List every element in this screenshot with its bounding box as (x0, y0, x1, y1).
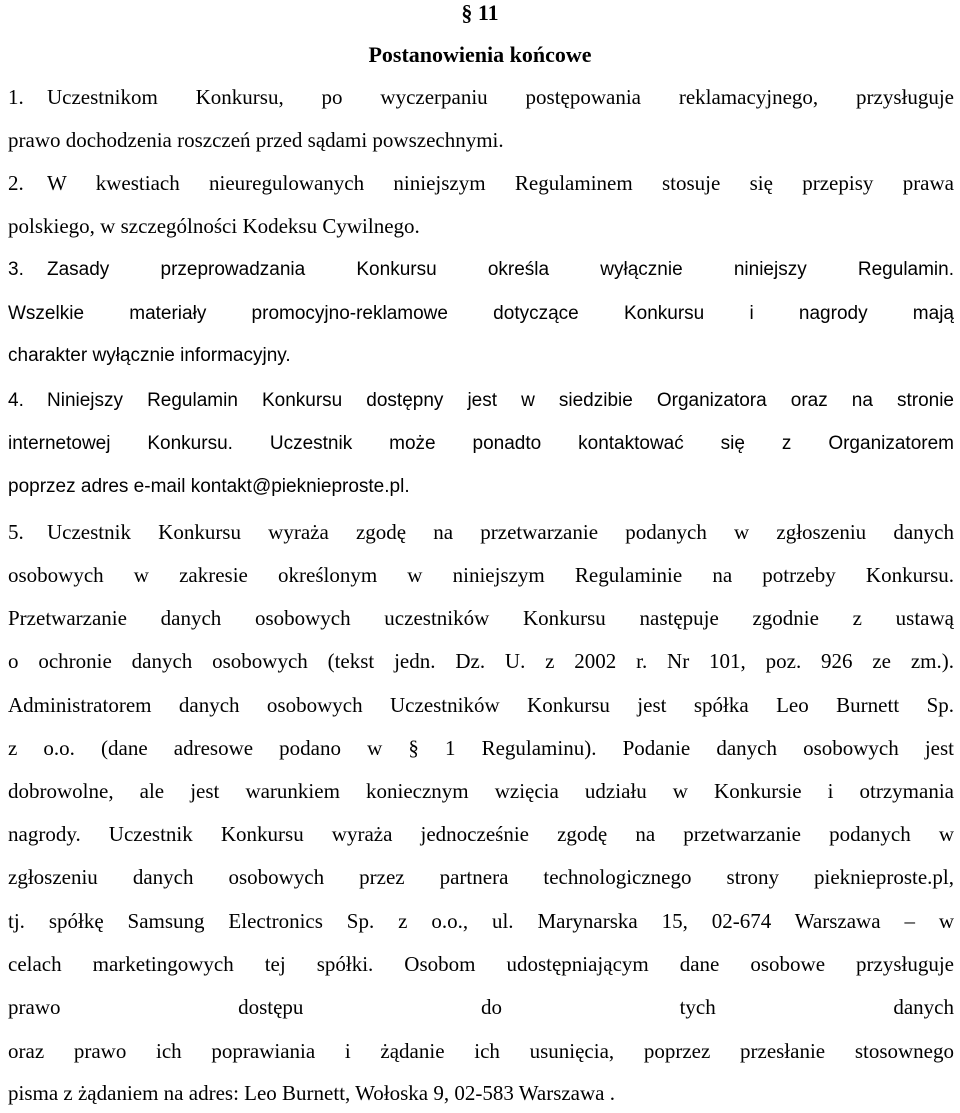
item-text-line: internetowej Konkursu. Uczestnik może ponadto kontaktować się z Organizatorem (8, 433, 954, 454)
item-number: 1. (8, 85, 24, 109)
item-text-line: z o.o. (dane adresowe podano w § 1 Regulaminu). Podanie danych osobowych jest (8, 736, 954, 760)
item-text-line: Uczestnik Konkursu wyraża zgodę na przetwarzanie podanych w zgłoszeniu danych (47, 520, 954, 544)
item-text-line: Administratorem danych osobowych Uczestników Konkursu jest spółka Leo Burnett Sp. (8, 693, 954, 717)
item-text-line: W kwestiach nieuregulowanych niniejszym Regulaminem stosuje się przepisy prawa (47, 171, 954, 195)
item-text-line: poprzez adres e-mail kontakt@pieknieproste.pl. (8, 476, 410, 497)
item-text-line: pisma z żądaniem na adres: Leo Burnett, Wołoska 9, 02-583 Warszawa . (8, 1081, 615, 1105)
item-text-line: polskiego, w szczególności Kodeksu Cywilnego. (8, 214, 420, 238)
item-text-line: Zasady przeprowadzania Konkursu określa wyłącznie niniejszy Regulamin. (47, 259, 954, 280)
item-text-line: dobrowolne, ale jest warunkiem koniecznym wzięcia udziału w Konkursie i otrzymania (8, 779, 954, 803)
item-text-line: Przetwarzanie danych osobowych uczestników Konkursu następuje zgodnie z ustawą (8, 606, 954, 630)
item-text-line: Uczestnikom Konkursu, po wyczerpaniu postępowania reklamacyjnego, przysługuje (47, 85, 954, 109)
section-title: Postanowienia końcowe (368, 42, 592, 67)
item-text-line: Niniejszy Regulamin Konkursu dostępny jest w siedzibie Organizatora oraz na stronie (47, 390, 954, 411)
item-number: 4. (8, 390, 24, 411)
item-number: 2. (8, 171, 24, 195)
section-number: § 11 (461, 0, 499, 25)
item-text-line: prawo dochodzenia roszczeń przed sądami powszechnymi. (8, 128, 504, 152)
item-text-line: prawo dostępu do tych danych (8, 995, 954, 1019)
item-text-line: zgłoszeniu danych osobowych przez partnera technologicznego strony pieknieproste.pl, (8, 865, 954, 889)
item-text-line: charakter wyłącznie informacyjny. (8, 345, 291, 366)
item-text-line: Wszelkie materiały promocyjno-reklamowe dotyczące Konkursu i nagrody mają (8, 303, 954, 324)
item-text-line: osobowych w zakresie określonym w niniejszym Regulaminie na potrzeby Konkursu. (8, 563, 954, 587)
item-text-line: nagrody. Uczestnik Konkursu wyraża jednocześnie zgodę na przetwarzanie podanych w (8, 822, 954, 846)
item-text-line: celach marketingowych tej spółki. Osobom udostępniającym dane osobowe przysługuje (8, 952, 954, 976)
item-text-line: tj. spółkę Samsung Electronics Sp. z o.o., ul. Marynarska 15, 02-674 Warszawa – w (8, 909, 954, 933)
item-number: 5. (8, 520, 24, 544)
item-text-line: oraz prawo ich poprawiania i żądanie ich usunięcia, poprzez przesłanie stosownego (8, 1039, 954, 1063)
item-text-line: o ochronie danych osobowych (tekst jedn. Dz. U. z 2002 r. Nr 101, poz. 926 ze zm.). (8, 649, 954, 673)
item-number: 3. (8, 259, 24, 280)
